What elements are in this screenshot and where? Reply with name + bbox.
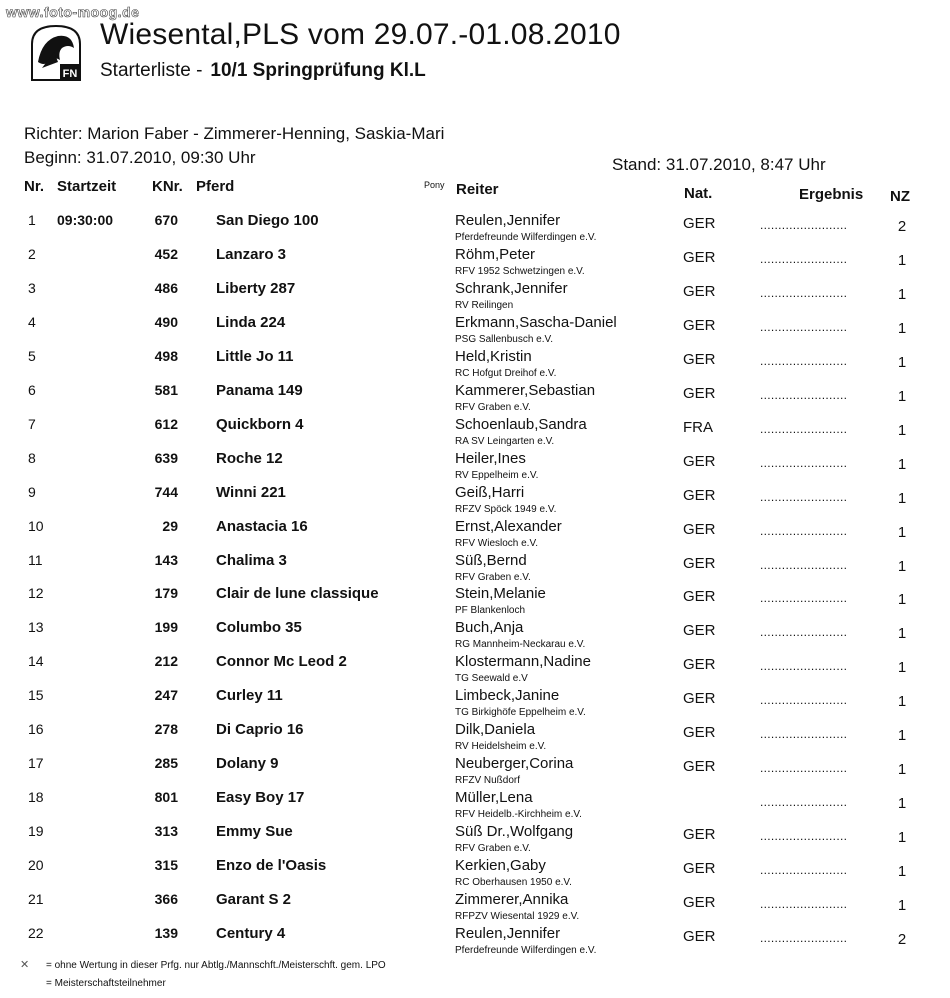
result-blank: ........................ bbox=[760, 490, 848, 504]
row-knr: 639 bbox=[154, 450, 178, 466]
row-nat: GER bbox=[683, 894, 716, 911]
begin-line: Beginn: 31.07.2010, 09:30 Uhr bbox=[24, 148, 256, 167]
row-nat: GER bbox=[683, 351, 716, 368]
row-knr: 212 bbox=[154, 653, 178, 669]
result-blank: ........................ bbox=[760, 252, 848, 266]
row-rider: Röhm,Peter bbox=[455, 246, 536, 263]
row-knr: 744 bbox=[154, 484, 178, 500]
row-knr: 581 bbox=[154, 382, 178, 398]
row-rider: Buch,Anja bbox=[455, 619, 524, 636]
row-nat: GER bbox=[683, 928, 716, 945]
result-blank: ........................ bbox=[760, 456, 848, 470]
row-club: RFPZV Wiesental 1929 e.V. bbox=[455, 911, 580, 922]
row-nz: 1 bbox=[897, 659, 907, 676]
row-nz: 1 bbox=[897, 591, 907, 608]
row-club: Pferdefreunde Wilferdingen e.V. bbox=[455, 945, 597, 956]
row-club: RC Oberhausen 1950 e.V. bbox=[455, 877, 572, 888]
row-nr: 15 bbox=[28, 687, 44, 703]
header-nz: NZ bbox=[890, 188, 910, 205]
row-startzeit: 09:30:00 bbox=[57, 212, 114, 228]
row-club: RV Heidelsheim e.V. bbox=[455, 741, 547, 752]
row-rider: Klostermann,Nadine bbox=[455, 653, 591, 670]
row-club: RG Mannheim-Neckarau e.V. bbox=[455, 639, 586, 650]
row-nat: GER bbox=[683, 690, 716, 707]
row-club: TG Birkighöfe Eppelheim e.V. bbox=[455, 707, 586, 718]
row-nz: 1 bbox=[897, 795, 907, 812]
header-startzeit: Startzeit bbox=[57, 178, 117, 195]
row-nz: 1 bbox=[897, 422, 907, 439]
row-nat: GER bbox=[683, 758, 716, 775]
table-row bbox=[0, 280, 950, 314]
row-horse: Connor Mc Leod 2 bbox=[216, 653, 347, 670]
row-knr: 285 bbox=[154, 755, 178, 771]
row-nr: 6 bbox=[28, 382, 36, 398]
row-rider: Neuberger,Corina bbox=[455, 755, 574, 772]
row-rider: Ernst,Alexander bbox=[455, 518, 562, 535]
header-reiter: Reiter bbox=[456, 181, 499, 198]
result-blank: ........................ bbox=[760, 558, 848, 572]
row-nr: 8 bbox=[28, 450, 36, 466]
page-title: Wiesental,PLS vom 29.07.-01.08.2010 bbox=[100, 18, 621, 51]
table-row bbox=[0, 246, 950, 280]
legend-item bbox=[20, 958, 386, 971]
row-nz: 1 bbox=[897, 388, 907, 405]
subtitle bbox=[100, 60, 426, 82]
header-ergebnis: Ergebnis bbox=[799, 186, 864, 203]
row-knr: 313 bbox=[154, 823, 178, 839]
row-club: RC Hofgut Dreihof e.V. bbox=[455, 368, 557, 379]
row-nz: 1 bbox=[897, 524, 907, 541]
result-blank: ........................ bbox=[760, 863, 848, 877]
row-horse: Chalima 3 bbox=[216, 552, 287, 569]
table-row bbox=[0, 721, 950, 755]
row-club: RA SV Leingarten e.V. bbox=[455, 436, 555, 447]
row-nr: 2 bbox=[28, 246, 36, 262]
result-blank: ........................ bbox=[760, 422, 848, 436]
result-blank: ........................ bbox=[760, 897, 848, 911]
table-row bbox=[0, 857, 950, 891]
row-knr: 670 bbox=[154, 212, 178, 228]
header-pferd: Pferd bbox=[196, 178, 235, 195]
row-knr: 612 bbox=[154, 416, 178, 432]
result-blank: ........................ bbox=[760, 727, 848, 741]
row-club: RFV Heidelb.-Kirchheim e.V. bbox=[455, 809, 582, 820]
result-blank: ........................ bbox=[760, 931, 848, 945]
row-nat: GER bbox=[683, 317, 716, 334]
judges-line: Richter: Marion Faber - Zimmerer-Henning, Saskia-Mari bbox=[24, 124, 445, 143]
row-nat: GER bbox=[683, 588, 716, 605]
result-blank: ........................ bbox=[760, 659, 848, 673]
row-horse: Enzo de l'Oasis bbox=[216, 857, 327, 874]
table-row bbox=[0, 518, 950, 552]
row-nr: 16 bbox=[28, 721, 44, 737]
row-horse: Clair de lune classique bbox=[216, 585, 379, 602]
row-knr: 179 bbox=[154, 585, 178, 601]
row-nz: 1 bbox=[897, 761, 907, 778]
row-knr: 278 bbox=[154, 721, 178, 737]
table-row bbox=[0, 382, 950, 416]
row-knr: 315 bbox=[154, 857, 178, 873]
row-nr: 14 bbox=[28, 653, 44, 669]
row-horse: Winni 221 bbox=[216, 484, 286, 501]
row-horse: Quickborn 4 bbox=[216, 416, 304, 433]
row-club: PSG Sallenbusch e.V. bbox=[455, 334, 554, 345]
row-nat: GER bbox=[683, 555, 716, 572]
row-nz: 1 bbox=[897, 727, 907, 744]
table-row bbox=[0, 925, 950, 959]
header-nat: Nat. bbox=[684, 185, 713, 202]
row-rider: Heiler,Ines bbox=[455, 450, 526, 467]
table-row bbox=[0, 348, 950, 382]
row-nat: GER bbox=[683, 656, 716, 673]
row-rider: Kerkien,Gaby bbox=[455, 857, 546, 874]
row-club: RFZV Spöck 1949 e.V. bbox=[455, 504, 557, 515]
row-rider: Reulen,Jennifer bbox=[455, 925, 561, 942]
row-nr: 20 bbox=[28, 857, 44, 873]
row-rider: Süß,Bernd bbox=[455, 552, 527, 569]
watermark: www.foto-moog.de bbox=[6, 4, 140, 20]
table-row bbox=[0, 484, 950, 518]
result-blank: ........................ bbox=[760, 218, 848, 232]
row-rider: Limbeck,Janine bbox=[455, 687, 560, 704]
row-horse: Panama 149 bbox=[216, 382, 303, 399]
row-horse: Century 4 bbox=[216, 925, 286, 942]
row-club: RFV Graben e.V. bbox=[455, 572, 531, 583]
row-knr: 490 bbox=[154, 314, 178, 330]
row-nat: GER bbox=[683, 487, 716, 504]
row-knr: 452 bbox=[154, 246, 178, 262]
fn-logo-icon bbox=[28, 22, 84, 82]
row-nr: 22 bbox=[28, 925, 44, 941]
row-nz: 1 bbox=[897, 625, 907, 642]
row-nat: GER bbox=[683, 860, 716, 877]
competition-name: 10/1 Springprüfung Kl.L bbox=[210, 60, 426, 81]
row-rider: Müller,Lena bbox=[455, 789, 533, 806]
row-nr: 7 bbox=[28, 416, 36, 432]
row-club: RFV Wiesloch e.V. bbox=[455, 538, 538, 549]
table-row bbox=[0, 619, 950, 653]
row-nz: 1 bbox=[897, 897, 907, 914]
excluded-icon: ✕ bbox=[20, 959, 30, 971]
row-nz: 1 bbox=[897, 829, 907, 846]
subtitle-prefix: Starterliste - bbox=[100, 60, 203, 81]
row-horse: San Diego 100 bbox=[216, 212, 319, 229]
row-horse: Emmy Sue bbox=[216, 823, 293, 840]
row-horse: Di Caprio 16 bbox=[216, 721, 304, 738]
row-nz: 1 bbox=[897, 456, 907, 473]
row-knr: 366 bbox=[154, 891, 178, 907]
row-nz: 1 bbox=[897, 286, 907, 303]
row-nz: 2 bbox=[897, 218, 907, 235]
row-rider: Stein,Melanie bbox=[455, 585, 546, 602]
row-nr: 10 bbox=[28, 518, 44, 534]
row-nat: GER bbox=[683, 215, 716, 232]
row-horse: Roche 12 bbox=[216, 450, 283, 467]
row-knr: 247 bbox=[154, 687, 178, 703]
row-rider: Erkmann,Sascha-Daniel bbox=[455, 314, 617, 331]
row-nat: GER bbox=[683, 249, 716, 266]
legend-item bbox=[20, 978, 166, 989]
row-knr: 498 bbox=[154, 348, 178, 364]
result-blank: ........................ bbox=[760, 625, 848, 639]
stand-line: Stand: 31.07.2010, 8:47 Uhr bbox=[612, 155, 826, 174]
table-row bbox=[0, 416, 950, 450]
row-rider: Kammerer,Sebastian bbox=[455, 382, 596, 399]
row-nr: 13 bbox=[28, 619, 44, 635]
row-nat: GER bbox=[683, 453, 716, 470]
row-club: Pferdefreunde Wilferdingen e.V. bbox=[455, 232, 597, 243]
row-nr: 19 bbox=[28, 823, 44, 839]
row-club: RFV Graben e.V. bbox=[455, 402, 531, 413]
row-knr: 199 bbox=[154, 619, 178, 635]
row-horse: Anastacia 16 bbox=[216, 518, 308, 535]
row-nr: 11 bbox=[28, 552, 43, 568]
row-nr: 21 bbox=[28, 891, 44, 907]
table-row bbox=[0, 653, 950, 687]
logo-text: FN bbox=[62, 68, 78, 80]
row-nr: 3 bbox=[28, 280, 36, 296]
row-nr: 12 bbox=[28, 585, 44, 601]
result-blank: ........................ bbox=[760, 388, 848, 402]
table-row bbox=[0, 314, 950, 348]
row-horse: Dolany 9 bbox=[216, 755, 279, 772]
row-knr: 29 bbox=[162, 518, 178, 534]
result-blank: ........................ bbox=[760, 286, 848, 300]
row-rider: Dilk,Daniela bbox=[455, 721, 536, 738]
row-club: PF Blankenloch bbox=[455, 605, 526, 616]
row-nat: GER bbox=[683, 521, 716, 538]
table-row bbox=[0, 789, 950, 823]
header-nr: Nr. bbox=[24, 178, 45, 195]
row-nz: 1 bbox=[897, 320, 907, 337]
table-row bbox=[0, 687, 950, 721]
row-nr: 1 bbox=[28, 212, 36, 228]
row-rider: Süß Dr.,Wolfgang bbox=[455, 823, 574, 840]
table-row bbox=[0, 552, 950, 586]
row-horse: Easy Boy 17 bbox=[216, 789, 305, 806]
result-blank: ........................ bbox=[760, 761, 848, 775]
row-nr: 17 bbox=[28, 755, 44, 771]
row-club: TG Seewald e.V bbox=[455, 673, 528, 684]
table-row bbox=[0, 823, 950, 857]
row-nz: 1 bbox=[897, 558, 907, 575]
row-knr: 139 bbox=[154, 925, 178, 941]
row-horse: Curley 11 bbox=[216, 687, 283, 704]
table-row bbox=[0, 585, 950, 619]
row-nr: 9 bbox=[28, 484, 36, 500]
table-row bbox=[0, 755, 950, 789]
row-rider: Schrank,Jennifer bbox=[455, 280, 568, 297]
row-nat: GER bbox=[683, 826, 716, 843]
table-row bbox=[0, 891, 950, 925]
row-nz: 1 bbox=[897, 863, 907, 880]
result-blank: ........................ bbox=[760, 354, 848, 368]
row-nz: 1 bbox=[897, 490, 907, 507]
row-rider: Held,Kristin bbox=[455, 348, 532, 365]
row-nat: GER bbox=[683, 622, 716, 639]
row-nat: FRA bbox=[683, 419, 713, 436]
row-club: RFV Graben e.V. bbox=[455, 843, 531, 854]
row-horse: Little Jo 11 bbox=[216, 348, 294, 365]
row-horse: Liberty 287 bbox=[216, 280, 296, 297]
row-nat: GER bbox=[683, 724, 716, 741]
row-nz: 1 bbox=[897, 354, 907, 371]
result-blank: ........................ bbox=[760, 693, 848, 707]
row-nz: 2 bbox=[897, 931, 907, 948]
row-nr: 18 bbox=[28, 789, 44, 805]
row-rider: Schoenlaub,Sandra bbox=[455, 416, 587, 433]
row-club: RFV 1952 Schwetzingen e.V. bbox=[455, 266, 585, 277]
row-rider: Reulen,Jennifer bbox=[455, 212, 561, 229]
legend-text: = Meisterschaftsteilnehmer bbox=[46, 978, 166, 989]
legend-text: = ohne Wertung in dieser Prfg. nur Abtlg./Mannschft./Meisterschft. gem. LPO bbox=[46, 960, 386, 971]
table-row bbox=[0, 212, 950, 246]
row-club: RFZV Nußdorf bbox=[455, 775, 521, 786]
row-nat: GER bbox=[683, 283, 716, 300]
row-club: RV Eppelheim e.V. bbox=[455, 470, 539, 481]
row-club: RV Reilingen bbox=[455, 300, 514, 311]
row-knr: 801 bbox=[154, 789, 178, 805]
row-horse: Lanzaro 3 bbox=[216, 246, 287, 263]
row-knr: 486 bbox=[154, 280, 178, 296]
table-row bbox=[0, 450, 950, 484]
row-nz: 1 bbox=[897, 693, 907, 710]
row-horse: Columbo 35 bbox=[216, 619, 302, 636]
row-horse: Linda 224 bbox=[216, 314, 286, 331]
result-blank: ........................ bbox=[760, 795, 848, 809]
row-nat: GER bbox=[683, 385, 716, 402]
header-knr: KNr. bbox=[152, 178, 183, 195]
header-pony: Pony bbox=[424, 180, 445, 190]
row-horse: Garant S 2 bbox=[216, 891, 292, 908]
row-nr: 4 bbox=[28, 314, 36, 330]
row-rider: Geiß,Harri bbox=[455, 484, 525, 501]
row-rider: Zimmerer,Annika bbox=[455, 891, 569, 908]
row-nz: 1 bbox=[897, 252, 907, 269]
row-knr: 143 bbox=[154, 552, 178, 568]
result-blank: ........................ bbox=[760, 591, 848, 605]
result-blank: ........................ bbox=[760, 829, 848, 843]
result-blank: ........................ bbox=[760, 320, 848, 334]
result-blank: ........................ bbox=[760, 524, 848, 538]
row-nr: 5 bbox=[28, 348, 36, 364]
